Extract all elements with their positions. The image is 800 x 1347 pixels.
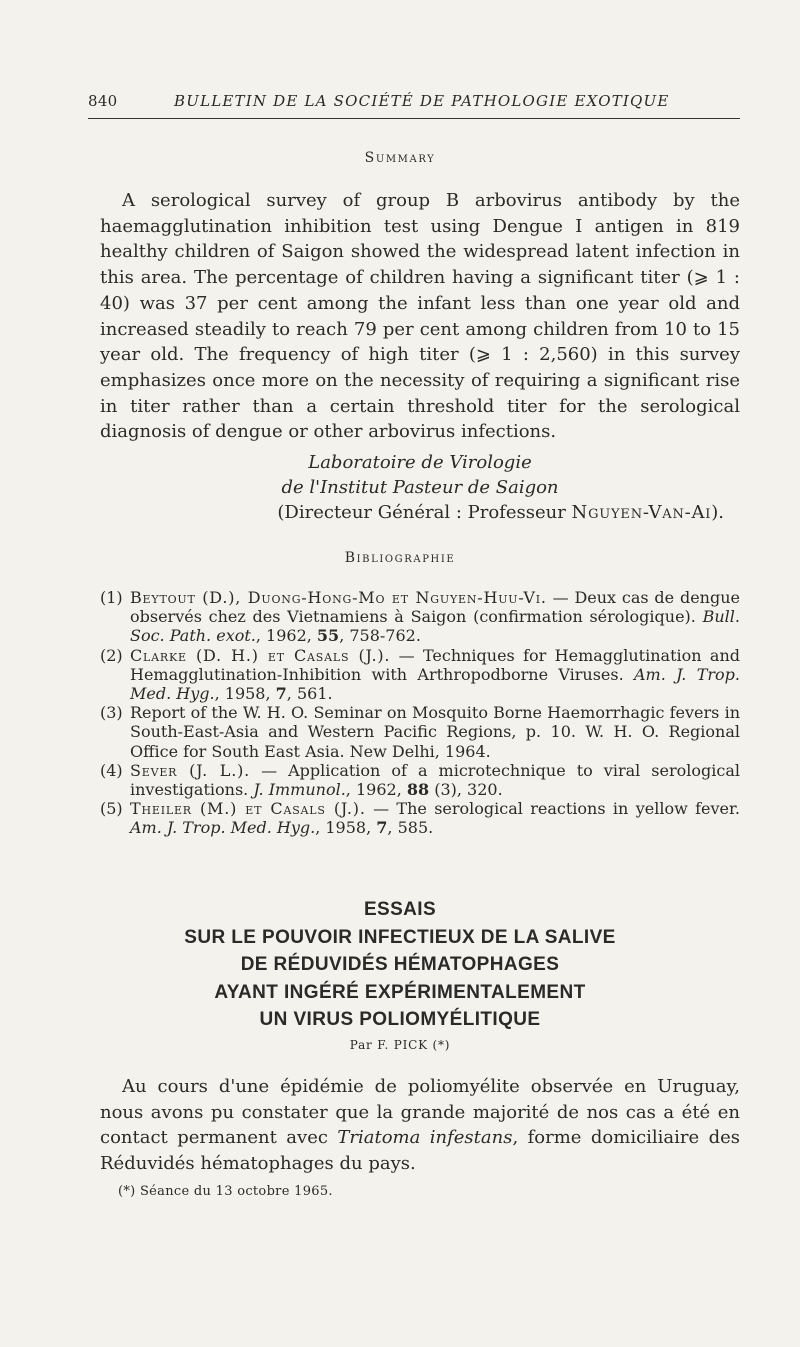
reference-authors: Sever (J. L.). xyxy=(130,760,251,780)
reference-item xyxy=(100,703,740,761)
reference-number: (5) xyxy=(100,799,123,819)
affiliation-director-prefix: (Directeur Général : Professeur xyxy=(277,502,572,523)
summary-paragraph xyxy=(100,188,740,445)
reference-item xyxy=(100,799,740,837)
intro-text-before: Au cours d'une épidémie de poliomyélite observée en Uruguay, nous avons pu constater que la grande majorité de nos cas a été en contact permanent avec xyxy=(100,1076,740,1149)
article-title-line: AYANT INGÉRÉ EXPÉRIMENTALEMENT xyxy=(214,981,586,1003)
reference-pages: , 561. xyxy=(286,684,333,704)
reference-text: — The serological reactions in yellow fever. xyxy=(365,799,740,819)
footnote: (*) Séance du 13 octobre 1965. xyxy=(118,1184,333,1199)
reference-volume: 88 xyxy=(406,780,430,800)
article-title-line: DE RÉDUVIDÉS HÉMATOPHAGES xyxy=(240,954,560,975)
reference-number: (3) xyxy=(100,703,123,723)
journal-title: BULLETIN DE LA SOCIÉTÉ DE PATHOLOGIE EXOTIQUE xyxy=(174,92,670,110)
reference-text: — Techniques for Hemagglutination and Hemagglutination-Inhibition with Arthropodborne Viruses. xyxy=(130,645,740,684)
article-title-line: ESSAIS xyxy=(363,899,437,920)
reference-item xyxy=(100,588,740,646)
reference-journal: Am. J. Trop. Med. Hyg. xyxy=(130,818,316,838)
reference-year: , 1962, xyxy=(255,626,317,646)
reference-pages: , 758-762. xyxy=(339,626,421,646)
bibliography-heading: Bibliographie xyxy=(344,550,456,566)
reference-volume: 55 xyxy=(316,626,340,646)
reference-journal: Am. J. Trop. Med. Hyg. xyxy=(130,664,740,704)
article-title-line: UN VIRUS POLIOMYÉLITIQUE xyxy=(259,1009,541,1030)
reference-number: (2) xyxy=(100,645,123,665)
reference-item xyxy=(100,761,740,799)
reference-year: , 1962, xyxy=(345,780,407,800)
reference-pages: , 585. xyxy=(387,818,434,838)
reference-text: — Application of a microtechnique to viral serological investigations. xyxy=(130,760,740,800)
affiliation-lab: Laboratoire de Virologie xyxy=(308,452,532,473)
reference-year: , 1958, xyxy=(214,684,276,704)
reference-number: (4) xyxy=(100,760,123,780)
article-title xyxy=(0,896,800,1034)
reference-year: , 1958, xyxy=(315,818,377,838)
reference-journal: Bull. Soc. Path. exot. xyxy=(130,607,740,646)
affiliation-director xyxy=(100,500,740,525)
bibliography-list xyxy=(100,588,740,838)
reference-authors: Clarke (D. H.) et Casals (J.). xyxy=(130,645,391,665)
page-number: 840 xyxy=(88,92,118,110)
affiliation-director-name: Nguyen-Van-Ai xyxy=(571,502,712,523)
article-intro-text xyxy=(100,1074,740,1177)
intro-species-name: Triatoma infestans xyxy=(337,1127,513,1149)
affiliation-institute: de l'Institut Pasteur de Saigon xyxy=(281,477,559,498)
header-rule xyxy=(88,118,740,119)
summary-heading: Summary xyxy=(364,150,436,166)
reference-authors: Theiler (M.) et Casals (J.). xyxy=(130,799,366,819)
reference-authors: Beytout (D.), Duong-Hong-Mo et Nguyen-Huu-Vi. xyxy=(130,588,547,607)
article-byline: Par F. PICK (*) xyxy=(349,1038,451,1052)
affiliation-director-suffix: ). xyxy=(711,502,724,523)
reference-pages: (3), 320. xyxy=(429,780,503,800)
affiliation xyxy=(100,450,740,525)
summary-text: A serological survey of group B arbovirus antibody by the haemagglutination inhibition test using Dengue I antigen in 819 healthy children of Saigon showed the widespread latent infection in this area. The percentage of children having a significant titer (⩾ 1 : 40) was 37 per cent among the infant less than one year old and increased steadily to reach 79 per cent among children from 10 to 15 year old. The frequency of high titer (⩾ 1 : 2,560) in this survey emphasizes once more on the necessity of requiring a significant rise in titer rather than a certain threshold titer for the serological diagnosis of dengue or other arbovirus infections. xyxy=(100,190,740,443)
reference-text: Report of the W. H. O. Seminar on Mosquito Borne Haemorrhagic fevers in South-East-Asia and Western Pacific Regions, p. 10. W. H. O. Regional Office for South East Asia. New Delhi, 1964. xyxy=(130,703,740,761)
article-title-line: SUR LE POUVOIR INFECTIEUX DE LA SALIVE xyxy=(184,926,616,948)
reference-text: — Deux cas de dengue observés chez des Vietnamiens à Saigon (confirmation sérologique). xyxy=(130,588,740,627)
reference-volume: 7 xyxy=(376,818,388,838)
reference-volume: 7 xyxy=(275,684,287,704)
reference-journal: J. Immunol. xyxy=(253,780,346,800)
reference-number: (1) xyxy=(100,588,123,607)
reference-item xyxy=(100,646,740,704)
article-intro-paragraph xyxy=(100,1074,740,1177)
intro-text-after: , forme domiciliaire des Réduvidés hématophages du pays. xyxy=(100,1127,741,1175)
